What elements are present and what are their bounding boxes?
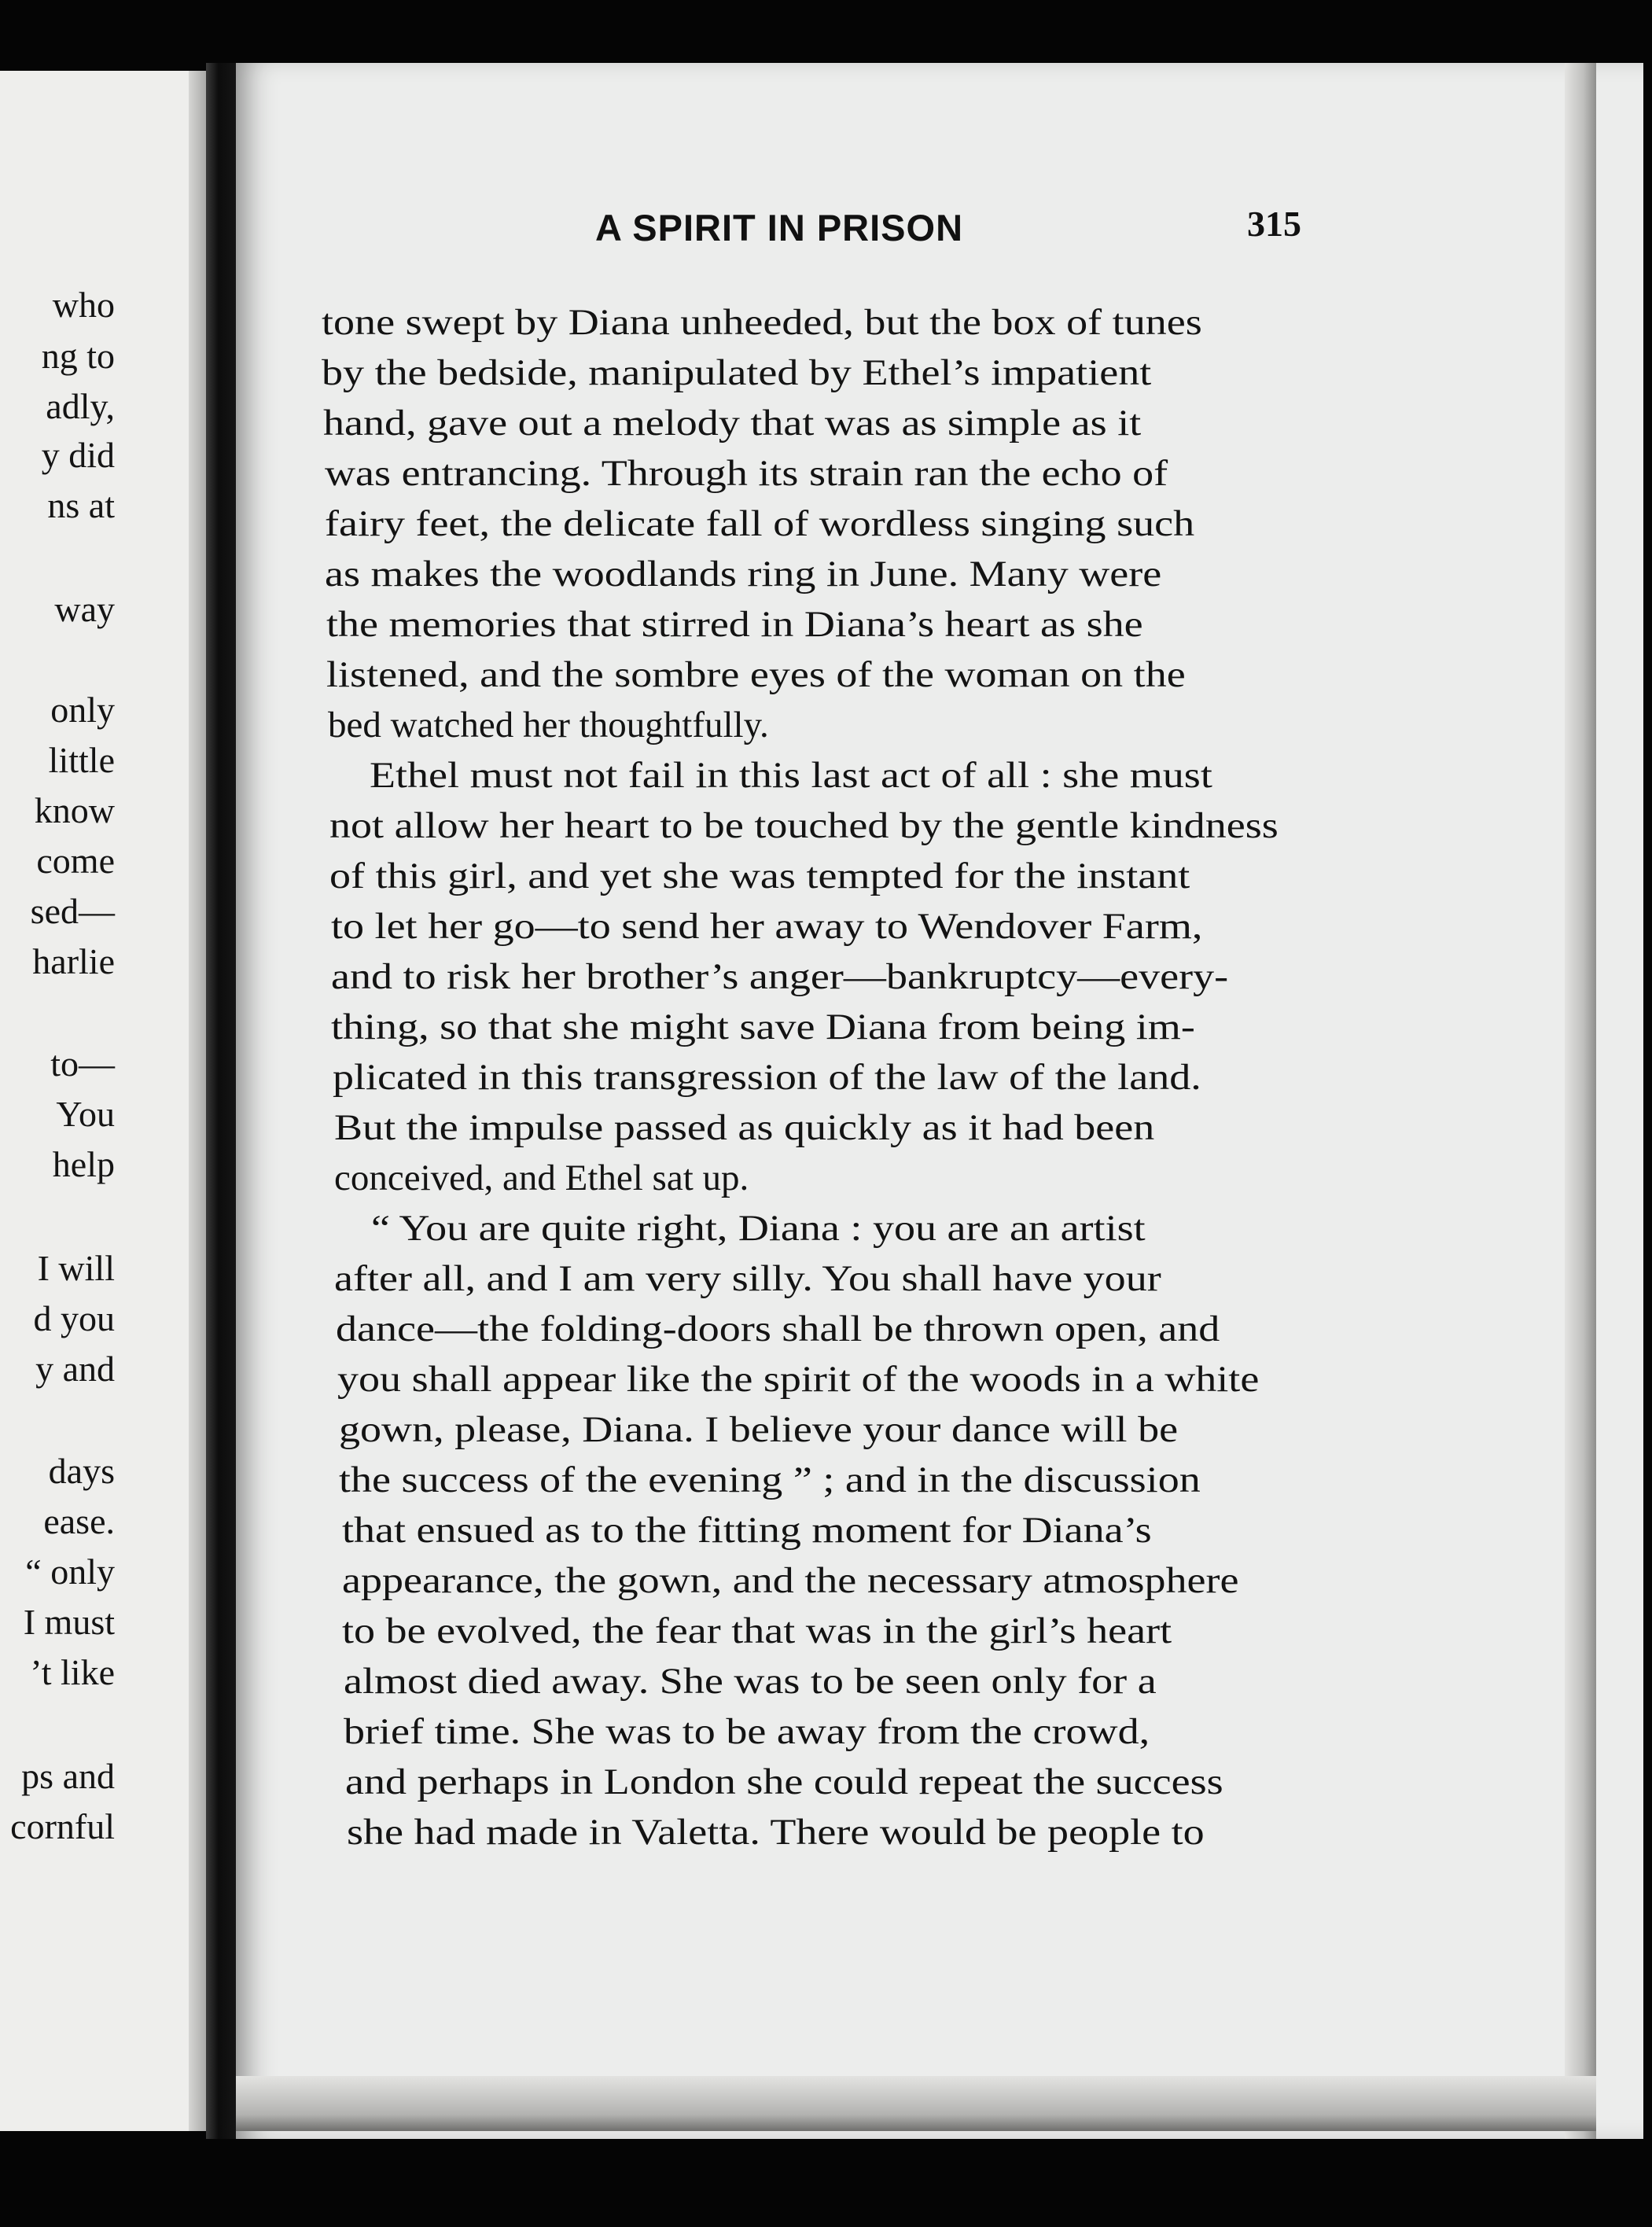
- facing-page-line: ng to: [41, 336, 115, 376]
- text-line: to let her go—to send her away to Wendover Farm,: [331, 906, 1203, 947]
- page-bottom-edge: [236, 2076, 1596, 2131]
- facing-page-line: ps and: [21, 1756, 115, 1796]
- text-line: she had made in Valetta. There would be people to: [347, 1812, 1205, 1853]
- text-line: plicated in this transgression of the law of the land.: [333, 1057, 1201, 1098]
- text-line: bed watched her thoughtfully.: [328, 705, 769, 745]
- text-line: after all, and I am very silly. You shall have your: [334, 1258, 1161, 1299]
- facing-page-line: help: [52, 1144, 115, 1184]
- text-line: thing, so that she might save Diana from being im-: [331, 1007, 1195, 1047]
- facing-page-line: I will: [37, 1248, 115, 1288]
- facing-page-line: ns at: [47, 485, 115, 525]
- text-line: was entrancing. Through its strain ran the echo of: [325, 453, 1168, 494]
- text-line: you shall appear like the spirit of the woods in a white: [337, 1359, 1260, 1400]
- text-line: and to risk her brother’s anger—bankruptcy—every-: [331, 956, 1229, 997]
- facing-page-line: way: [54, 589, 115, 629]
- text-line: But the impulse passed as quickly as it had been: [334, 1107, 1155, 1148]
- facing-page-line: know: [34, 790, 115, 830]
- text-line: almost died away. She was to be seen only for a: [344, 1661, 1157, 1702]
- text-line: not allow her heart to be touched by the gentle kindness: [329, 805, 1279, 846]
- text-line: as makes the woodlands ring in June. Many were: [325, 554, 1162, 594]
- facing-page-line: adly,: [46, 386, 115, 426]
- text-line: by the bedside, manipulated by Ethel’s impatient: [322, 352, 1152, 393]
- facing-page-line: cornful: [10, 1806, 115, 1846]
- text-line: hand, gave out a melody that was as simple as it: [323, 403, 1142, 444]
- text-line: of this girl, and yet she was tempted for the instant: [329, 856, 1190, 896]
- facing-page-line: only: [50, 690, 115, 730]
- page-edge: [1565, 63, 1596, 2139]
- text-line: appearance, the gown, and the necessary atmosphere: [342, 1560, 1239, 1601]
- text-line: that ensued as to the fitting moment for Diana’s: [342, 1510, 1152, 1551]
- text-line: gown, please, Diana. I believe your dance will be: [339, 1409, 1179, 1450]
- text-line: to be evolved, the fear that was in the girl’s heart: [342, 1610, 1172, 1651]
- text-line: conceived, and Ethel sat up.: [334, 1158, 749, 1198]
- facing-page-line: little: [48, 740, 115, 780]
- text-line: Ethel must not fail in this last act of all : she must: [370, 755, 1212, 796]
- facing-page-line: ease.: [43, 1501, 115, 1541]
- facing-page-line: to—: [50, 1044, 115, 1084]
- facing-page: [0, 71, 206, 2131]
- text-line: the memories that stirred in Diana’s heart as she: [326, 604, 1143, 645]
- facing-page-line: who: [52, 285, 115, 325]
- facing-page-line: y did: [41, 435, 115, 475]
- facing-page-line: “ only: [25, 1552, 115, 1592]
- text-line: the success of the evening ” ; and in the discussion: [339, 1460, 1201, 1500]
- facing-page-line: harlie: [32, 941, 115, 981]
- facing-page-line: come: [36, 841, 115, 881]
- facing-page-line: I must: [23, 1602, 115, 1642]
- facing-page-line: You: [56, 1094, 115, 1134]
- text-line: and perhaps in London she could repeat the success: [345, 1761, 1223, 1802]
- page-number: 315: [1247, 204, 1301, 244]
- text-line: tone swept by Diana unheeded, but the box of tunes: [322, 302, 1202, 343]
- text-line: listened, and the sombre eyes of the woman on the: [326, 654, 1186, 695]
- facing-page-line: d you: [33, 1298, 115, 1338]
- book-spine: [206, 63, 237, 2139]
- facing-page-line: sed—: [30, 891, 115, 931]
- text-line: brief time. She was to be away from the crowd,: [344, 1711, 1150, 1752]
- text-line: “ You are quite right, Diana : you are an artist: [371, 1208, 1146, 1249]
- facing-page-line: ’t like: [30, 1652, 115, 1692]
- text-line: dance—the folding-doors shall be thrown open, and: [336, 1309, 1220, 1349]
- running-head: A SPIRIT IN PRISON: [595, 207, 964, 248]
- facing-page-line: days: [48, 1451, 115, 1491]
- facing-page-line: y and: [35, 1349, 115, 1389]
- text-line: fairy feet, the delicate fall of wordless singing such: [325, 503, 1195, 544]
